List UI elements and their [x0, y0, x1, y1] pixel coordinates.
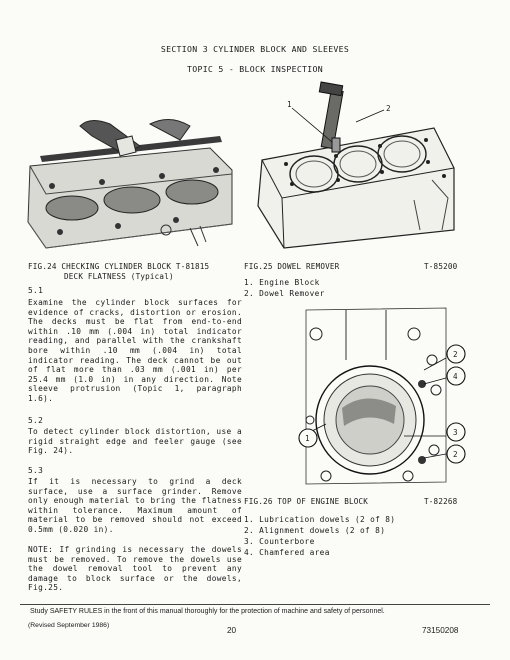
fig26-legend-item: 1. Lubrication dowels (2 of 8) — [244, 515, 396, 524]
fig25-callout-1: 1 — [287, 100, 292, 109]
fig25-legend-item: 1. Engine Block — [244, 278, 320, 287]
fig26-callout: 2 — [453, 450, 458, 459]
safety-notice: Study SAFETY RULES in the front of this manual thoroughly for the protection of machine and safety of personnel. — [30, 608, 385, 615]
paragraph-number: 5.2 — [28, 416, 44, 425]
fig24-caption-line2: DECK FLATNESS (Typical) — [64, 272, 174, 281]
fig26-legend-item: 4. Chamfered area — [244, 548, 330, 557]
fig25-legend-item: 2. Dowel Remover — [244, 289, 325, 298]
fig25-callout-2: 2 — [386, 104, 391, 113]
page-number: 20 — [227, 626, 237, 635]
fig24-photo — [20, 96, 235, 258]
fig25-caption: FIG.25 DOWEL REMOVER — [244, 262, 340, 271]
fig26-drawing — [296, 300, 476, 490]
topic-header: TOPIC 5 - BLOCK INSPECTION — [187, 64, 323, 74]
fig26-ref: T-82268 — [424, 497, 458, 506]
fig26-callout: 2 — [453, 350, 458, 359]
paragraph-number: 5.1 — [28, 286, 44, 295]
fig25-ref: T-85200 — [424, 262, 458, 271]
fig26-legend-item: 3. Counterbore — [244, 537, 315, 546]
paragraph-5-2: To detect cylinder block distortion, use a rigid straight edge and feeler gauge (see Fig. 24). — [28, 427, 242, 456]
fig26-legend-item: 2. Alignment dowels (2 of 8) — [244, 526, 386, 535]
section-header: SECTION 3 CYLINDER BLOCK AND SLEEVES — [160, 44, 350, 54]
fig25-drawing — [244, 80, 466, 252]
footer-rule — [20, 604, 490, 605]
fig26-callout: 1 — [305, 434, 310, 443]
revision-date: (Revised September 1986) — [28, 622, 110, 629]
paragraph-number: 5.3 — [28, 466, 44, 475]
note-paragraph: NOTE: If grinding is necessary the dowels must be removed. To remove the dowels use the dowel removal tool to prevent any damage to block surface or the dowels, Fig.25. — [28, 545, 242, 593]
fig24-caption-line1: FIG.24 CHECKING CYLINDER BLOCK T-81815 — [28, 262, 210, 271]
document-number: 73150208 — [422, 626, 459, 635]
paragraph-5-3: If it is necessary to grind a deck surface, use a surface grinder. Remove only enough material to bring the flatness within tolerance. Maximum amount of material to be removed should not exceed 0.5mm (0.020 in). — [28, 477, 242, 534]
fig26-callout: 3 — [453, 428, 458, 437]
fig26-caption: FIG.26 TOP OF ENGINE BLOCK — [244, 497, 369, 506]
fig26-callout: 4 — [453, 372, 458, 381]
paragraph-5-1: Examine the cylinder block surfaces for evidence of cracks, distortion or erosion. The decks must be flat from end-to-end within .10 mm (.004 in) total indicator reading, and parallel with the crankshaft bore within .10 mm (.004 in) total indicator reading. The deck cannot be out of flat more than .03 mm (.001 in) per 25.4 mm (1.0 in) in any direction. Note sleeve protrusion (Topic 1, paragraph 1.6). — [28, 298, 242, 403]
